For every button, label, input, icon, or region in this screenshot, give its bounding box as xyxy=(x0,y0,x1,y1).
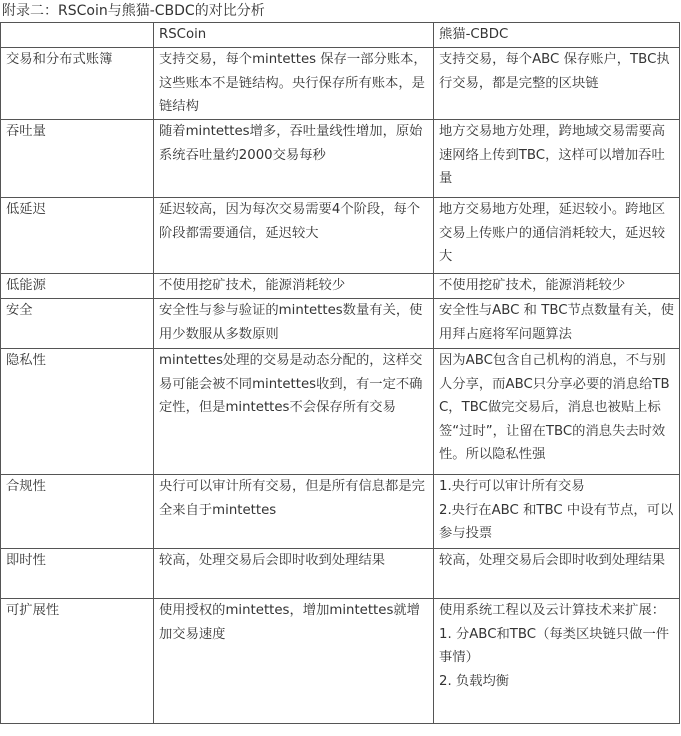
feature-cell: 安全 xyxy=(1,299,154,349)
panda-cell: 支持交易，每个ABC 保存账户，TBC执行交易，都是完整的区块链 xyxy=(434,48,680,120)
rscoin-cell: mintettes处理的交易是动态分配的，这样交易可能会被不同mintettes收到，有一定不确定性，但是mintettes不会保存所有交易 xyxy=(154,349,434,475)
table-row xyxy=(1,120,680,198)
panda-cell: 较高，处理交易后会即时收到处理结果 xyxy=(434,549,680,599)
rscoin-cell: 央行可以审计所有交易，但是所有信息都是完全来自于mintettes xyxy=(154,475,434,549)
table-row xyxy=(1,198,680,274)
panda-cell: 安全性与ABC 和 TBC节点数量有关，使用拜占庭将军问题算法 xyxy=(434,299,680,349)
rscoin-cell: 较高，处理交易后会即时收到处理结果 xyxy=(154,549,434,599)
scalability-point: 2. 负载均衡 xyxy=(439,673,510,689)
panda-cell: 地方交易地方处理，延迟较小。跨地区交易上传账户的通信消耗较大，延迟较大 xyxy=(434,198,680,274)
scalability-point: 使用系统工程以及云计算技术来扩展： xyxy=(439,603,666,618)
comparison-table xyxy=(0,22,680,724)
page-title: 附录二：RSCoin与熊猫-CBDC的对比分析 xyxy=(2,3,265,19)
panda-cell: 不使用挖矿技术，能源消耗较少 xyxy=(434,274,680,299)
table-row xyxy=(1,274,680,299)
compliance-point: 1.央行可以审计所有交易 xyxy=(439,479,585,494)
table-row xyxy=(1,48,680,120)
rscoin-cell: 支持交易，每个mintettes 保存一部分账本，这些账本不是链结构。央行保存所有账本，是链结构 xyxy=(154,48,434,120)
rscoin-cell: 使用授权的mintettes，增加mintettes就增加交易速度 xyxy=(154,599,434,724)
feature-cell: 合规性 xyxy=(1,475,154,549)
scalability-point: 1. 分ABC和TBC（每类区块链只做一件事情） xyxy=(439,626,670,665)
feature-cell: 可扩展性 xyxy=(1,599,154,724)
feature-cell: 隐私性 xyxy=(1,349,154,475)
panda-cell: 地方交易地方处理，跨地域交易需要高速网络上传到TBC，这样可以增加吞吐量 xyxy=(434,120,680,198)
table-row xyxy=(1,549,680,599)
table-row xyxy=(1,599,680,724)
panda-cell xyxy=(434,599,680,724)
table-header-row xyxy=(1,23,680,48)
table-row xyxy=(1,475,680,549)
panda-cell xyxy=(434,475,680,549)
table-row xyxy=(1,299,680,349)
panda-cell: 因为ABC包含自己机构的消息，不与别人分享，而ABC只分享必要的消息给TBC，TBC做完交易后，消息也被贴上标签“过时”，让留在TBC的消息失去时效性。所以隐私性强 xyxy=(434,349,680,475)
feature-cell: 即时性 xyxy=(1,549,154,599)
compliance-point: 2.央行在ABC 和TBC 中设有节点，可以参与投票 xyxy=(439,502,674,541)
header-panda-cbdc: 熊猫-CBDC xyxy=(434,23,680,48)
feature-cell: 低能源 xyxy=(1,274,154,299)
rscoin-cell: 安全性与参与验证的mintettes数量有关，使用少数服从多数原则 xyxy=(154,299,434,349)
rscoin-cell: 延迟较高，因为每次交易需要4个阶段，每个阶段都需要通信，延迟较大 xyxy=(154,198,434,274)
rscoin-cell: 随着mintettes增多，吞吐量线性增加，原始系统吞吐量约2000交易每秒 xyxy=(154,120,434,198)
feature-cell: 吞吐量 xyxy=(1,120,154,198)
feature-cell: 低延迟 xyxy=(1,198,154,274)
table-row xyxy=(1,349,680,475)
rscoin-cell: 不使用挖矿技术，能源消耗较少 xyxy=(154,274,434,299)
header-feature xyxy=(1,23,154,48)
feature-cell: 交易和分布式账簿 xyxy=(1,48,154,120)
header-rscoin: RSCoin xyxy=(154,23,434,48)
